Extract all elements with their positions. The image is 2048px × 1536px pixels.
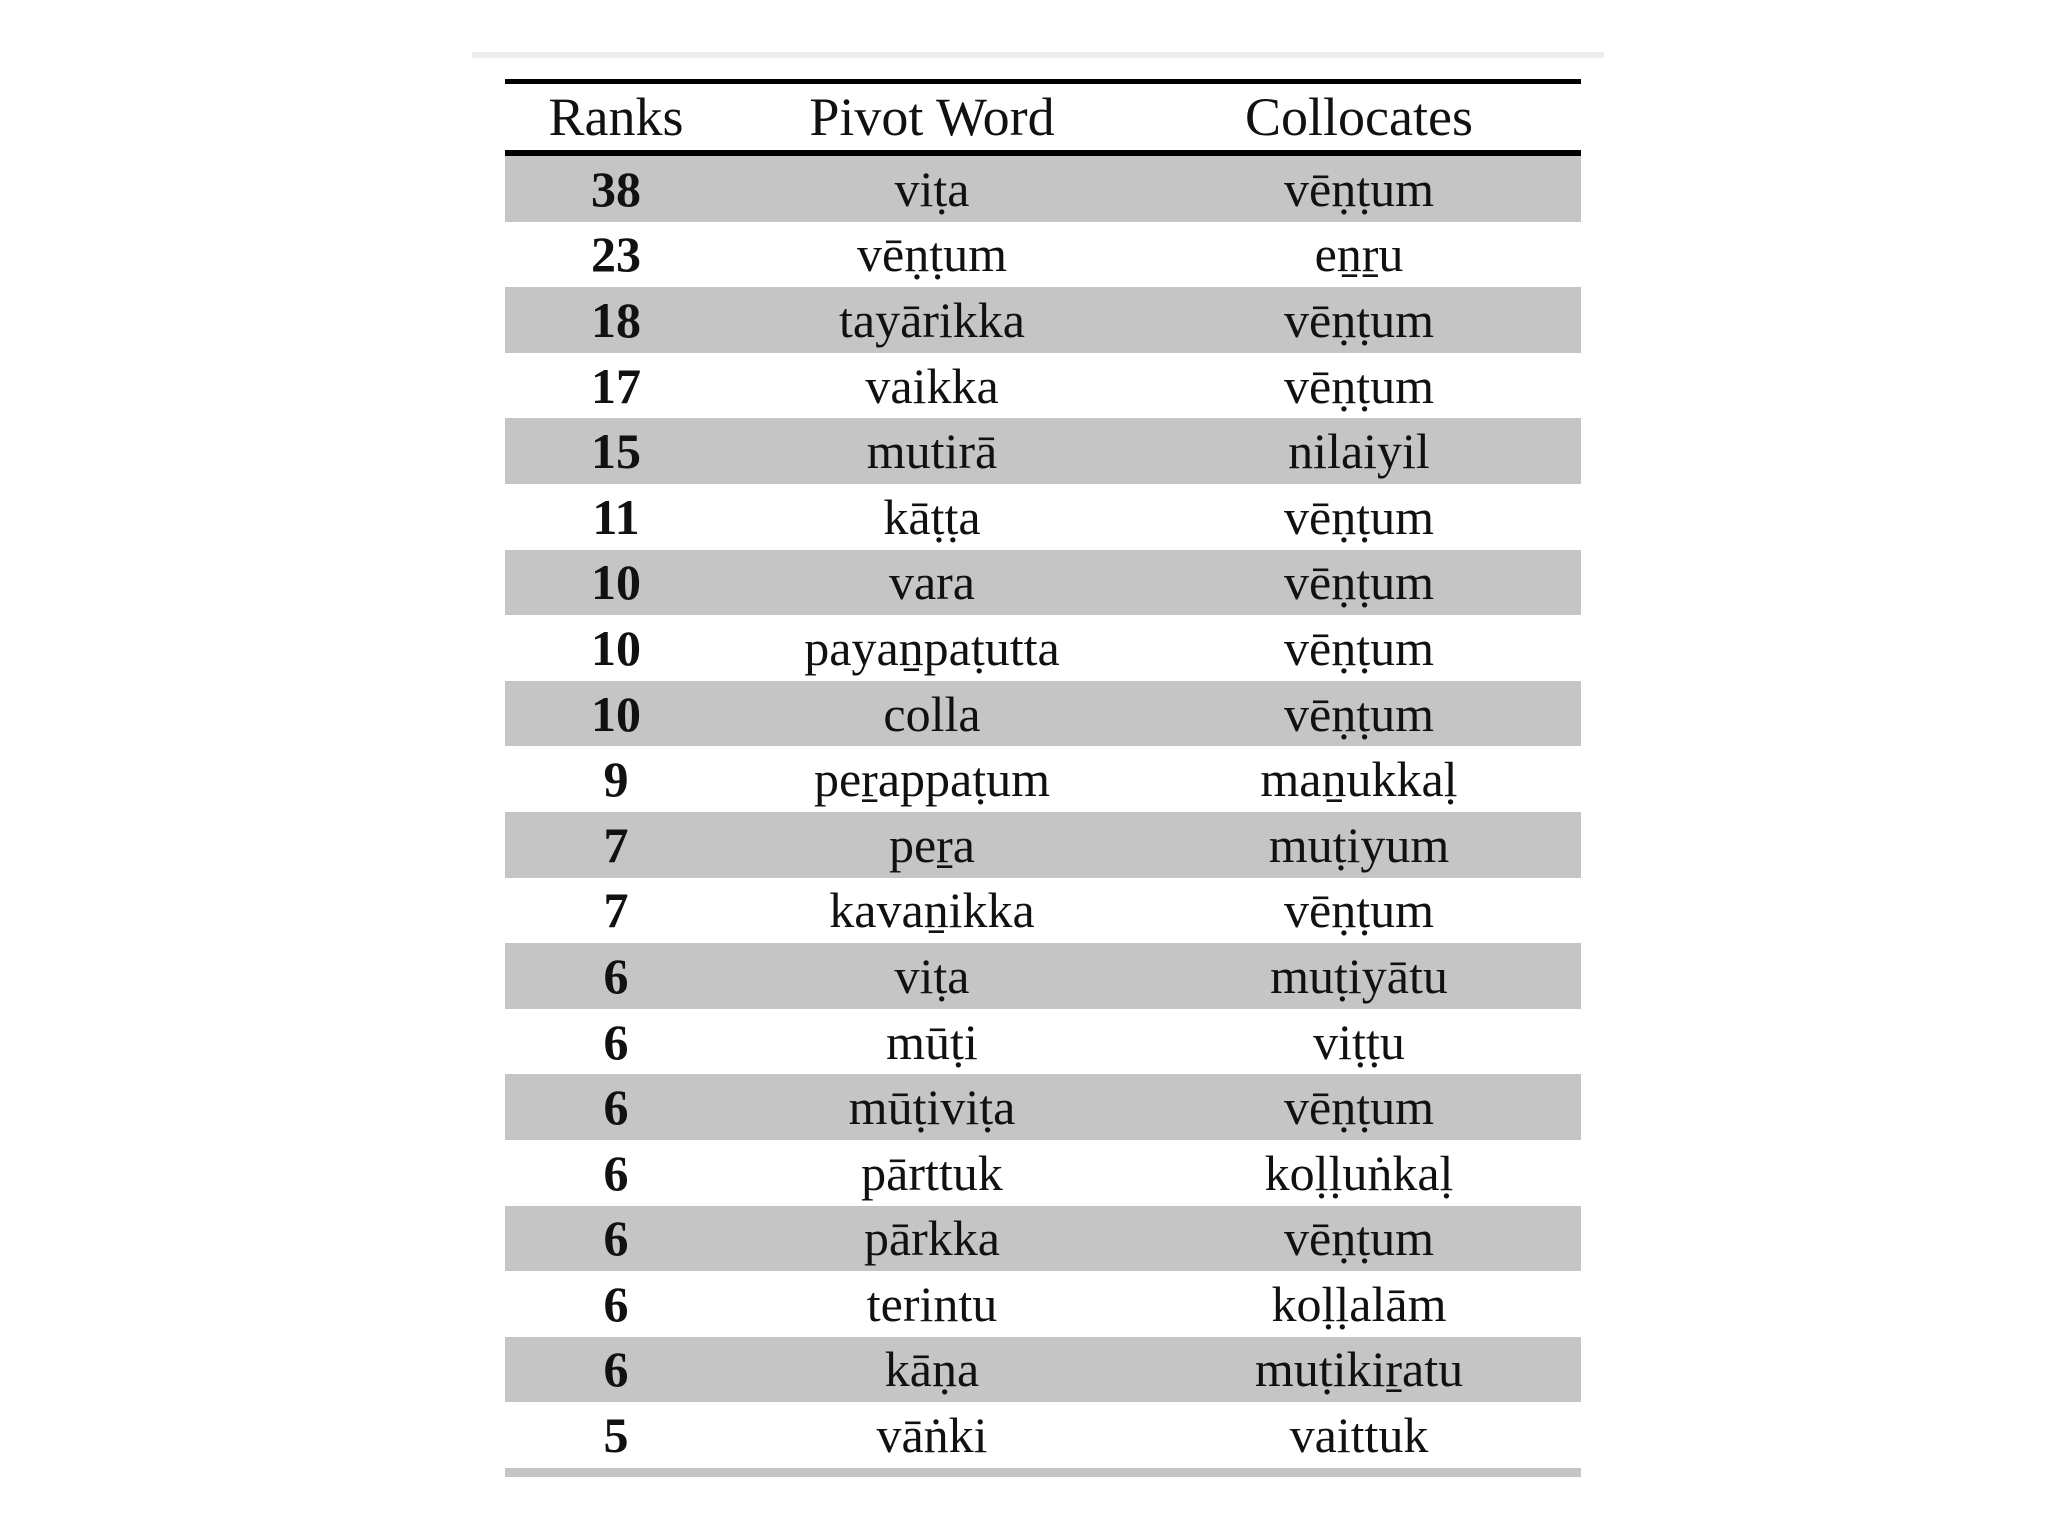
- collocate-cell: vēṇṭum: [1284, 291, 1434, 348]
- page-top-rule: [472, 52, 1604, 58]
- rank-cell: 6: [603, 1341, 629, 1398]
- rank-cell: 6: [603, 1079, 629, 1136]
- collocate-cell: vēṇṭum: [1284, 554, 1434, 611]
- table-row: [505, 287, 1581, 353]
- rank-cell: 17: [591, 357, 641, 414]
- rank-cell: 23: [591, 226, 641, 283]
- table-row: [505, 943, 1581, 1009]
- table-row: [505, 1206, 1581, 1272]
- collocate-cell: nilaiyil: [1288, 423, 1430, 480]
- pivot-word-cell: mutirā: [866, 423, 998, 480]
- table-row: [505, 878, 1581, 944]
- table-row: [505, 1402, 1581, 1468]
- rank-cell: 11: [592, 488, 640, 545]
- rank-cell: 6: [603, 1210, 629, 1267]
- collocate-cell: viṭṭu: [1313, 1013, 1405, 1070]
- rank-cell: 7: [603, 882, 629, 939]
- table-header-row: [505, 84, 1581, 150]
- pivot-word-cell: viṭa: [894, 947, 970, 1004]
- rank-cell: 18: [591, 291, 641, 348]
- rank-cell: 15: [591, 423, 641, 480]
- pivot-word-cell: mūṭi: [886, 1013, 978, 1070]
- collocate-cell: vēṇṭum: [1284, 619, 1434, 676]
- collocate-cell: vēṇṭum: [1284, 357, 1434, 414]
- table-row: [505, 746, 1581, 812]
- collocate-cell: eṉṟu: [1314, 226, 1404, 283]
- table-row: [505, 222, 1581, 288]
- pivot-word-cell: peṟappaṭum: [813, 751, 1050, 808]
- rank-cell: 7: [603, 816, 629, 873]
- table-row: [505, 615, 1581, 681]
- table-row: [505, 812, 1581, 878]
- collocate-cell: koḷḷalām: [1271, 1275, 1447, 1332]
- collocate-cell: vaittuk: [1289, 1407, 1429, 1464]
- header-ranks: Ranks: [548, 87, 684, 147]
- pivot-word-cell: vara: [888, 554, 976, 611]
- pivot-word-cell: pārkka: [863, 1210, 1001, 1267]
- rank-cell: 10: [591, 554, 641, 611]
- rank-cell: 10: [591, 619, 641, 676]
- table-row: [505, 418, 1581, 484]
- table-row: [505, 1337, 1581, 1403]
- pivot-word-cell: peṟa: [888, 816, 976, 873]
- rank-cell: 9: [603, 751, 629, 808]
- collocate-cell: vēṇṭum: [1284, 488, 1434, 545]
- table-row: [505, 550, 1581, 616]
- collocate-cell: vēṇṭum: [1284, 685, 1434, 742]
- rank-cell: 10: [591, 685, 641, 742]
- pivot-word-cell: vaikka: [865, 357, 999, 414]
- collocate-cell: vēṇṭum: [1284, 1210, 1434, 1267]
- rank-cell: 6: [603, 1013, 629, 1070]
- table-body: [505, 156, 1581, 1477]
- table-row: [505, 1468, 1581, 1477]
- rank-cell: 38: [591, 160, 641, 217]
- collocation-table: [505, 79, 1581, 1477]
- pivot-word-cell: tayārikka: [838, 291, 1025, 348]
- rank-cell: 6: [603, 1144, 629, 1201]
- pivot-word-cell: colla: [883, 685, 981, 742]
- table-row: [505, 1074, 1581, 1140]
- rank-cell: 6: [603, 1275, 629, 1332]
- table-row: [505, 484, 1581, 550]
- pivot-word-cell: vēṇṭum: [857, 226, 1007, 283]
- pivot-word-cell: pārttuk: [861, 1144, 1003, 1201]
- collocate-cell: vēṇṭum: [1284, 882, 1434, 939]
- table-row: [505, 353, 1581, 419]
- collocate-cell: muṭiyum: [1268, 816, 1450, 873]
- table-row: [505, 1140, 1581, 1206]
- collocate-cell: muṭikiṟatu: [1254, 1341, 1464, 1398]
- collocate-cell: koḷḷuṅkaḷ: [1264, 1144, 1454, 1201]
- collocate-cell: muṭiyātu: [1270, 947, 1448, 1004]
- header-collocates: Collocates: [1245, 87, 1473, 147]
- pivot-word-cell: vāṅki: [876, 1407, 988, 1464]
- table-row: [505, 1271, 1581, 1337]
- pivot-word-cell: viṭa: [894, 160, 970, 217]
- pivot-word-cell: mūṭiviṭa: [848, 1079, 1016, 1136]
- pivot-word-cell: kavaṉikka: [829, 882, 1035, 939]
- collocate-cell: maṉukkaḷ: [1260, 751, 1458, 808]
- pivot-word-cell: kāṇa: [884, 1341, 980, 1398]
- pivot-word-cell: terintu: [866, 1275, 998, 1332]
- pivot-word-cell: kāṭṭa: [883, 488, 981, 545]
- header-pivot-word: Pivot Word: [809, 87, 1055, 147]
- pivot-word-cell: payaṉpaṭutta: [804, 619, 1060, 676]
- table-row: [505, 156, 1581, 222]
- rank-cell: 6: [603, 947, 629, 1004]
- table-row: [505, 681, 1581, 747]
- collocate-cell: vēṇṭum: [1284, 160, 1434, 217]
- table-row: [505, 1009, 1581, 1075]
- collocate-cell: vēṇṭum: [1284, 1079, 1434, 1136]
- rank-cell: 5: [603, 1407, 629, 1464]
